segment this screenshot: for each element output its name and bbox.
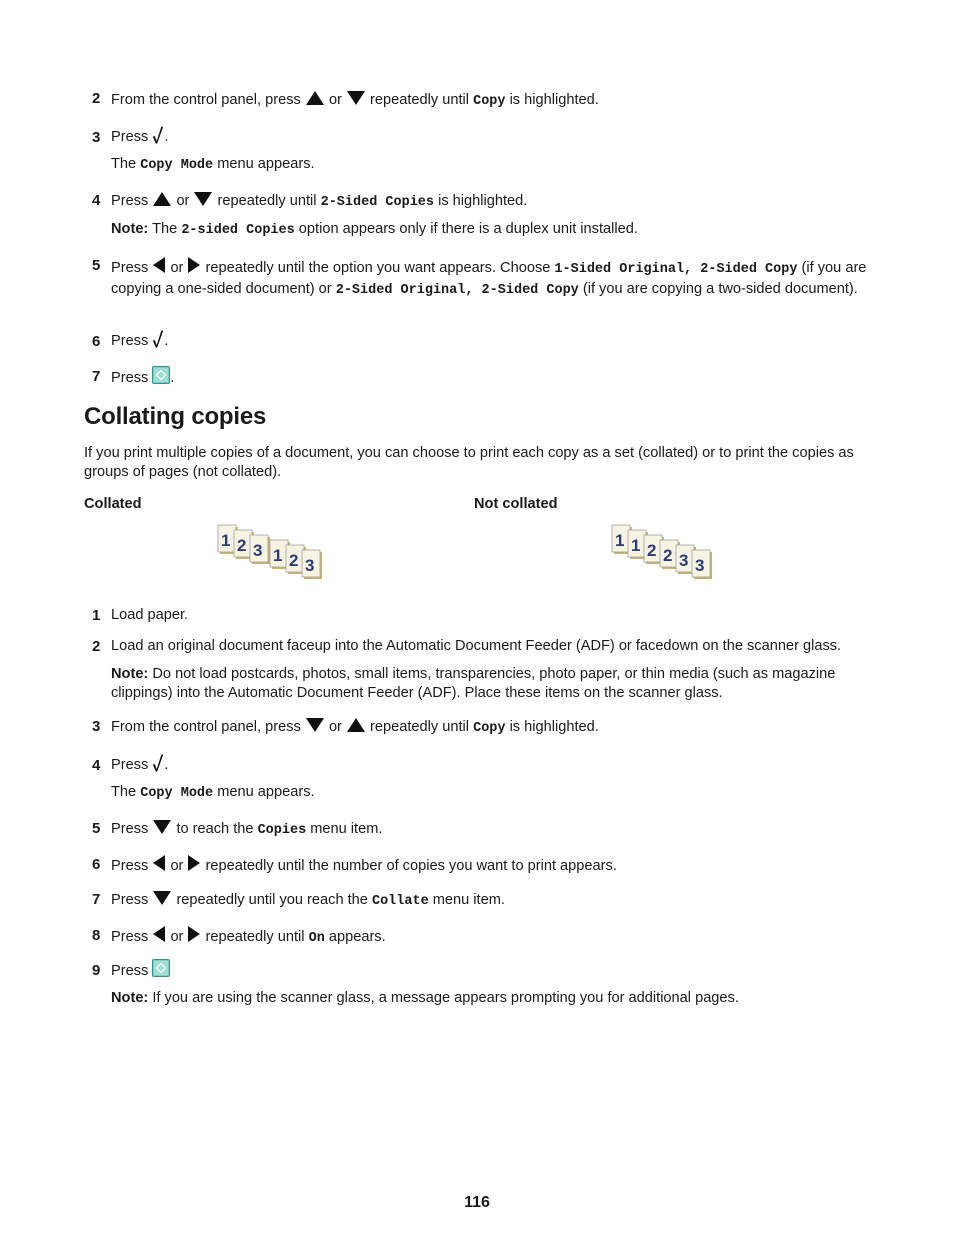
collated-illustration (216, 523, 332, 585)
right-arrow-icon (187, 925, 201, 943)
step-number: 5 (92, 820, 101, 837)
step-text: Press . (111, 329, 168, 349)
page-number-label: 3 (305, 556, 315, 575)
step-number: 8 (92, 927, 101, 944)
page-stack-graphic (216, 523, 332, 585)
note: Note: If you are using the scanner glass, a message appears prompting you for additional pages. (111, 990, 739, 1006)
step-text: Press or repeatedly until 2-Sided Copies is highlighted. (111, 193, 528, 210)
step-text: From the control panel, press or repeatedly until Copy is highlighted. (111, 719, 599, 736)
page-sheet (692, 550, 712, 579)
not-collated-illustration (610, 523, 728, 585)
right-arrow-icon (187, 854, 201, 872)
page-number-label: 2 (663, 546, 673, 565)
step-text: Load paper. (111, 607, 189, 623)
collated-label: Collated (84, 496, 142, 512)
not-collated-label: Not collated (474, 496, 558, 512)
step-text: Press . (111, 366, 174, 386)
step-text: Press or repeatedly until the option you want appears. Choose 1-Sided Original, 2-Sided Copy (if you are copying a one-sided document) or 2-Sided Original, 2-Sided Copy (if you are copying a two-sided document). (111, 256, 873, 300)
step-number: 2 (92, 90, 101, 107)
up-arrow-icon (346, 717, 366, 733)
section-title: Collating copies (84, 403, 267, 430)
step-text: Press or repeatedly until the number of copies you want to print appears. (111, 854, 617, 874)
step-subtext: The Copy Mode menu appears. (111, 784, 315, 801)
section-intro: If you print multiple copies of a document, you can choose to print each copy as a set (collated) or to print the copies as groups of pages (not collated). (84, 445, 854, 480)
down-arrow-icon (193, 191, 213, 207)
step-text: Press to reach the Copies menu item. (111, 821, 383, 838)
page-number-label: 1 (631, 536, 641, 555)
check-icon (152, 329, 164, 349)
check-icon (152, 753, 164, 773)
right-arrow-icon (187, 256, 201, 274)
page-number: 116 (464, 1194, 490, 1211)
page-number-label: 3 (695, 556, 705, 575)
step-number: 6 (92, 333, 101, 350)
step-text: Load an original document faceup into the Automatic Document Feeder (ADF) or facedown on the scanner glass. (111, 638, 842, 654)
page-sheet (302, 550, 322, 579)
down-arrow-icon (152, 890, 172, 906)
page-number-label: 2 (237, 536, 247, 555)
page-sheet (250, 535, 270, 564)
step-number: 6 (92, 856, 101, 873)
page-number-label: 1 (615, 531, 625, 550)
note: Note: Do not load postcards, photos, small items, transparencies, photo paper, or thin media (such as magazine clippings) into the Automatic Document Feeder (ADF). Place these items on the scanner glass. (111, 666, 836, 701)
step-number: 4 (92, 757, 101, 774)
step-text: Press repeatedly until you reach the Collate menu item. (111, 892, 505, 909)
step-text: Press (111, 959, 170, 979)
start-button-icon (152, 366, 170, 384)
left-arrow-icon (152, 925, 166, 943)
step-number: 7 (92, 368, 101, 385)
step-text: Press . (111, 753, 168, 773)
step-number: 2 (92, 638, 101, 655)
start-button-icon (152, 959, 170, 977)
page-number-label: 2 (647, 541, 657, 560)
left-arrow-icon (152, 256, 166, 274)
note: Note: The 2-sided Copies option appears only if there is a duplex unit installed. (111, 221, 638, 238)
step-subtext: The Copy Mode menu appears. (111, 156, 315, 173)
step-number: 9 (92, 962, 101, 979)
down-arrow-icon (152, 819, 172, 835)
page-number-label: 1 (221, 531, 231, 550)
step-text: Press or repeatedly until On appears. (111, 925, 386, 946)
up-arrow-icon (305, 90, 325, 106)
up-arrow-icon (152, 191, 172, 207)
step-number: 5 (92, 257, 101, 274)
down-arrow-icon (305, 717, 325, 733)
page-number-label: 3 (253, 541, 263, 560)
check-icon (152, 125, 164, 145)
step-number: 3 (92, 129, 101, 146)
step-number: 1 (92, 607, 101, 624)
page-stack-graphic (610, 523, 728, 585)
step-number: 4 (92, 192, 101, 209)
step-text: From the control panel, press or repeatedly until Copy is highlighted. (111, 92, 599, 109)
step-number: 3 (92, 718, 101, 735)
page-number-label: 2 (289, 551, 299, 570)
left-arrow-icon (152, 854, 166, 872)
step-text: Press . (111, 125, 168, 145)
down-arrow-icon (346, 90, 366, 106)
step-number: 7 (92, 891, 101, 908)
page-number-label: 1 (273, 546, 283, 565)
page-number-label: 3 (679, 551, 689, 570)
